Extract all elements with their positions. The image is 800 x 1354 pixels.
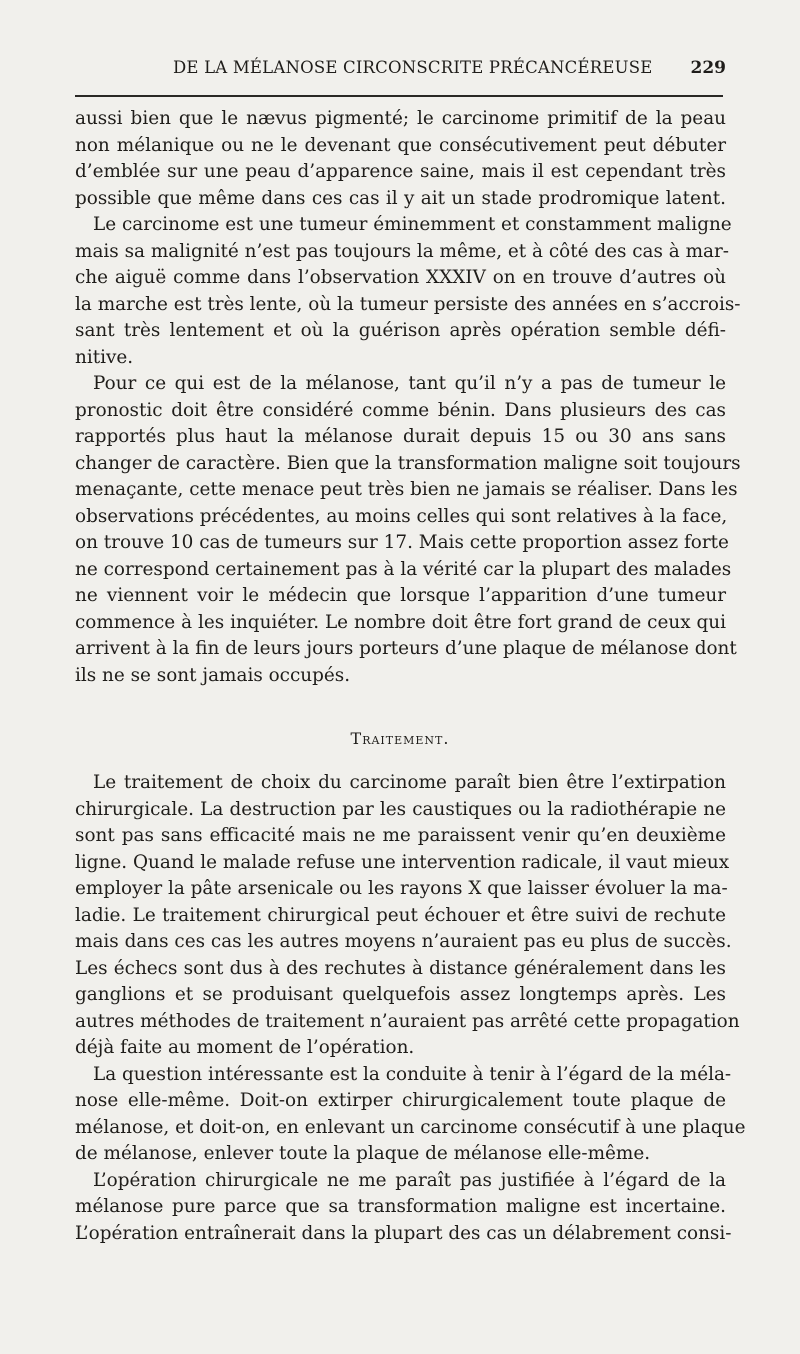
text-line: de mélanose, enlever toute la plaque de mélanose elle-même. [75,1143,651,1164]
text-line: Le traitement de choix du carcinome paraît bien être l’extirpation [93,772,726,793]
body-text-bottom [75,770,746,1247]
section-heading: Traitement. [350,729,450,748]
text-line: la marche est très lente, où la tumeur persiste des années en s’accrois- [75,293,741,315]
text-line: Le carcinome est une tumeur éminemment et constamment maligne [93,214,732,235]
text-line: mélanose pure parce que sa transformation maligne est incertaine. [75,1196,726,1217]
text-line: La question intéressante est la conduite à tenir à l’égard de la méla- [93,1063,732,1085]
text-line: nose elle-même. Doit-on extirper chirurgicalement toute plaque de [75,1090,726,1111]
running-title: DE LA MÉLANOSE CIRCONSCRITE PRÉCANCÉREUSE [173,58,653,77]
text-line: rapportés plus haut la mélanose durait depuis 15 ou 30 ans sans [75,426,726,447]
text-line: chirurgicale. La destruction par les caustiques ou la radiothérapie ne [75,798,726,820]
text-line: sont pas sans efficacité mais ne me paraissent venir qu’en deuxième [75,825,726,846]
text-line: mais sa malignité n’est pas toujours la même, et à côté des cas à mar- [75,240,730,262]
text-line: ganglions et se produisant quelquefois assez longtemps après. Les [75,984,726,1005]
text-line: che aiguë comme dans l’observation XXXIV on en trouve d’autres où [75,267,726,288]
body-text-top [75,106,741,689]
text-line: ladie. Le traitement chirurgical peut échouer et être suivi de rechute [75,904,726,926]
text-line: commence à les inquiéter. Le nombre doit être fort grand de ceux qui [75,611,726,633]
text-line: observations précédentes, au moins celles qui sont relatives à la face, [75,505,728,527]
text-line: Pour ce qui est de la mélanose, tant qu’il n’y a pas de tumeur le [93,373,726,394]
text-line: changer de caractère. Bien que la transformation maligne soit toujours [75,452,741,474]
text-line: sant très lentement et où la guérison après opération semble défi- [75,320,726,341]
running-header [75,58,726,80]
text-line: ne viennent voir le médecin que lorsque l’apparition d’une tumeur [75,585,726,606]
text-line: employer la pâte arsenicale ou les rayons X que laisser évoluer la ma- [75,878,728,899]
text-line: ils ne se sont jamais occupés. [75,664,351,686]
text-line: arrivent à la fin de leurs jours porteurs d’une plaque de mélanose dont [75,638,737,659]
header-rule [75,95,723,97]
text-line: mais dans ces cas les autres moyens n’auraient pas eu plus de succès. [75,931,732,952]
text-line: ligne. Quand le malade refuse une intervention radicale, il vaut mieux [75,851,730,873]
text-line: menaçante, cette menace peut très bien ne jamais se réaliser. Dans les [75,479,738,500]
text-line: on trouve 10 cas de tumeurs sur 17. Mais cette proportion assez forte [75,532,729,553]
text-line: possible que même dans ces cas il y ait un stade prodromique latent. [75,187,726,209]
text-line: ne correspond certainement pas à la vérité car la plupart des malades [75,558,732,580]
text-line: L’opération entraînerait dans la plupart des cas un délabrement consi- [75,1222,732,1244]
text-line: déjà faite au moment de l’opération. [75,1037,415,1058]
text-line: d’emblée sur une peau d’apparence saine, mais il est cependant très [75,161,726,182]
text-line: nitive. [75,346,134,368]
page-number: 229 [690,58,726,78]
text-line: autres méthodes de traitement n’auraient pas arrêté cette propagation [75,1010,740,1032]
text-line: Les échecs sont dus à des rechutes à distance généralement dans les [75,957,726,979]
text-line: pronostic doit être considéré comme bénin. Dans plusieurs des cas [75,399,726,421]
text-line: aussi bien que le nævus pigmenté; le carcinome primitif de la peau [75,108,726,129]
text-line: mélanose, et doit-on, en enlevant un carcinome consécutif à une plaque [75,1116,746,1138]
text-line: non mélanique ou ne le devenant que consécutivement peut débuter [75,134,726,156]
text-line: L’opération chirurgicale ne me paraît pas justifiée à l’égard de la [93,1169,726,1191]
